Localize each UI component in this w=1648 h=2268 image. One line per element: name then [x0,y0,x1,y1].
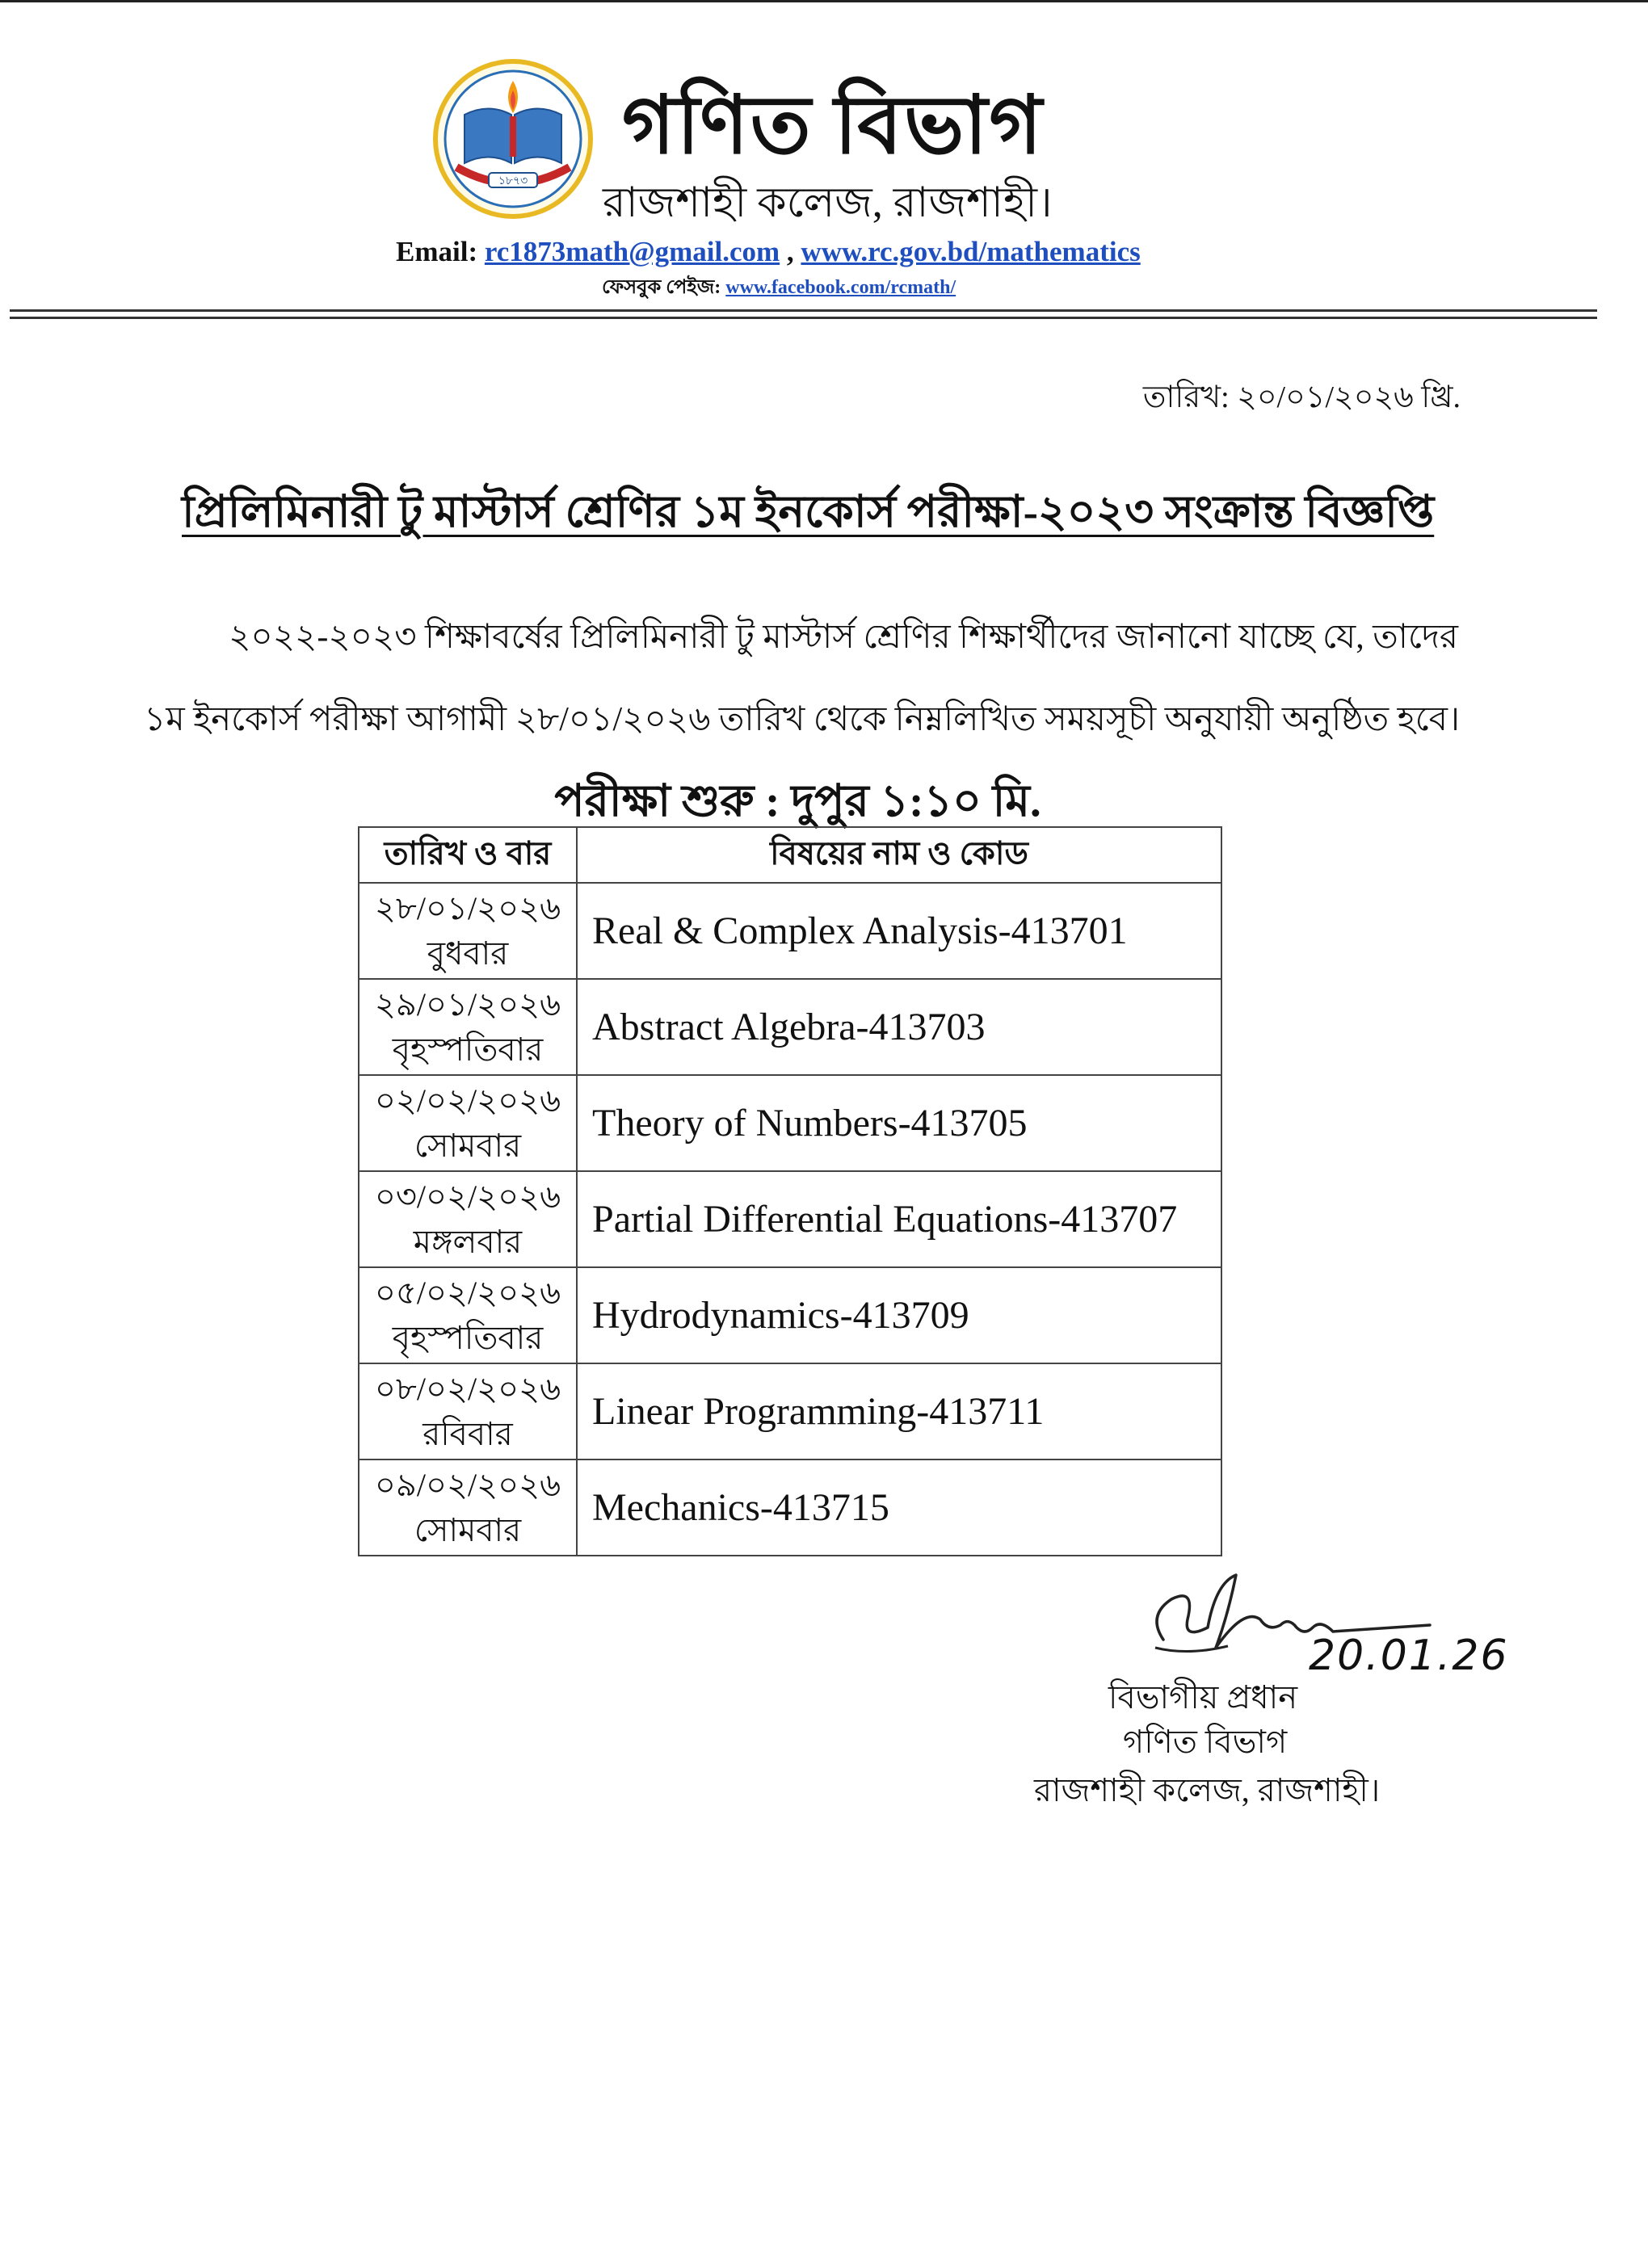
notice-headline: প্রিলিমিনারী টু মাস্টার্স শ্রেণির ১ম ইনকোর্স পরীক্ষা-২০২৩ সংক্রান্ত বিজ্ঞপ্তি [182,487,1435,536]
facebook-label: ফেসবুক পেইজ: [602,277,721,298]
date-cell [359,1363,577,1460]
exam-day: সোমবার [414,1127,522,1164]
table-row [359,979,1221,1075]
college-logo [432,58,594,220]
exam-date: ০২/০২/২০২৬ [374,1082,561,1119]
handwritten-date: 20.01.26 [1309,1632,1509,1680]
exam-day: বুধবার [427,934,509,972]
table-row [359,1075,1221,1171]
column-header-subject: বিষয়ের নাম ও কোড [577,827,1221,883]
contact-separator: , [786,236,794,267]
exam-date: ০৯/০২/২০২৬ [374,1466,561,1503]
facebook-line [602,272,956,304]
top-border [0,0,1648,2]
header-divider [10,309,1597,312]
subject-cell: Partial Differential Equations-413707 [577,1171,1221,1267]
subject-cell: Hydrodynamics-413709 [577,1267,1221,1363]
logo-year: ১৮৭৩ [498,174,528,187]
table-row [359,1363,1221,1460]
notice-paragraph-line-2: ১ম ইনকোর্স পরীক্ষা আগামী ২৮/০১/২০২৬ তারিখ থেকে নিম্নলিখিত সময়সূচী অনুযায়ী অনুষ্ঠিত হবে। [144,701,1460,738]
exam-day: রবিবার [423,1415,513,1452]
email-label: Email: [396,236,478,267]
contact-line [396,236,1141,268]
table-row [359,1267,1221,1363]
subject-cell: Linear Programming-413711 [577,1363,1221,1460]
exam-start-time: পরীক্ষা শুরু : দুপুর ১:১০ মি. [554,776,1041,825]
email-link[interactable]: rc1873math@gmail.com [484,236,780,267]
facebook-link[interactable]: www.facebook.com/rcmath/ [725,277,956,298]
exam-day: সোমবার [414,1511,522,1548]
notice-paragraph-line-1: ২০২২-২০২৩ শিক্ষাবর্ষের প্রিলিমিনারী টু মাস্টার্স শ্রেণির শিক্ষার্থীদের জানানো যাচ্ছে যে, তাদের [229,619,1458,656]
exam-date: ২৮/০১/২০২৬ [374,889,561,926]
header-divider-2 [10,317,1597,319]
signatory-department: গণিত বিভাগ [1123,1724,1288,1760]
table-row [359,883,1221,979]
exam-day: বৃহস্পতিবার [392,1319,544,1356]
signatory-title: বিভাগীয় প্রধান [1108,1679,1298,1716]
department-title: গণিত বিভাগ [622,81,1044,170]
table-row [359,1171,1221,1267]
exam-schedule-table [358,826,1222,1556]
date-cell [359,1460,577,1556]
exam-date: ২৯/০১/২০২৬ [374,985,561,1023]
notice-date: তারিখ: ২০/০১/২০২৬ খ্রি. [1142,380,1461,414]
exam-day: বৃহস্পতিবার [392,1031,544,1068]
college-name: রাজশাহী কলেজ, রাজশাহী। [603,180,1053,226]
column-header-date: তারিখ ও বার [359,827,577,883]
website-link[interactable]: www.rc.gov.bd/mathematics [801,236,1141,267]
subject-cell: Abstract Algebra-413703 [577,979,1221,1075]
table-row [359,1460,1221,1556]
date-cell [359,1075,577,1171]
signatory-college: রাজশাহী কলেজ, রাজশাহী। [1034,1772,1381,1808]
subject-cell: Theory of Numbers-413705 [577,1075,1221,1171]
date-cell [359,979,577,1075]
date-cell [359,1171,577,1267]
exam-date: ০৩/০২/২০২৬ [374,1178,561,1215]
exam-date: ০৮/০২/২০২৬ [374,1370,561,1407]
date-cell [359,1267,577,1363]
exam-day: মঙ্গলবার [413,1223,523,1260]
subject-cell: Real & Complex Analysis-413701 [577,883,1221,979]
exam-date: ০৫/০২/২০২৬ [374,1274,561,1311]
date-cell [359,883,577,979]
table-header-row [359,827,1221,883]
subject-cell: Mechanics-413715 [577,1460,1221,1556]
